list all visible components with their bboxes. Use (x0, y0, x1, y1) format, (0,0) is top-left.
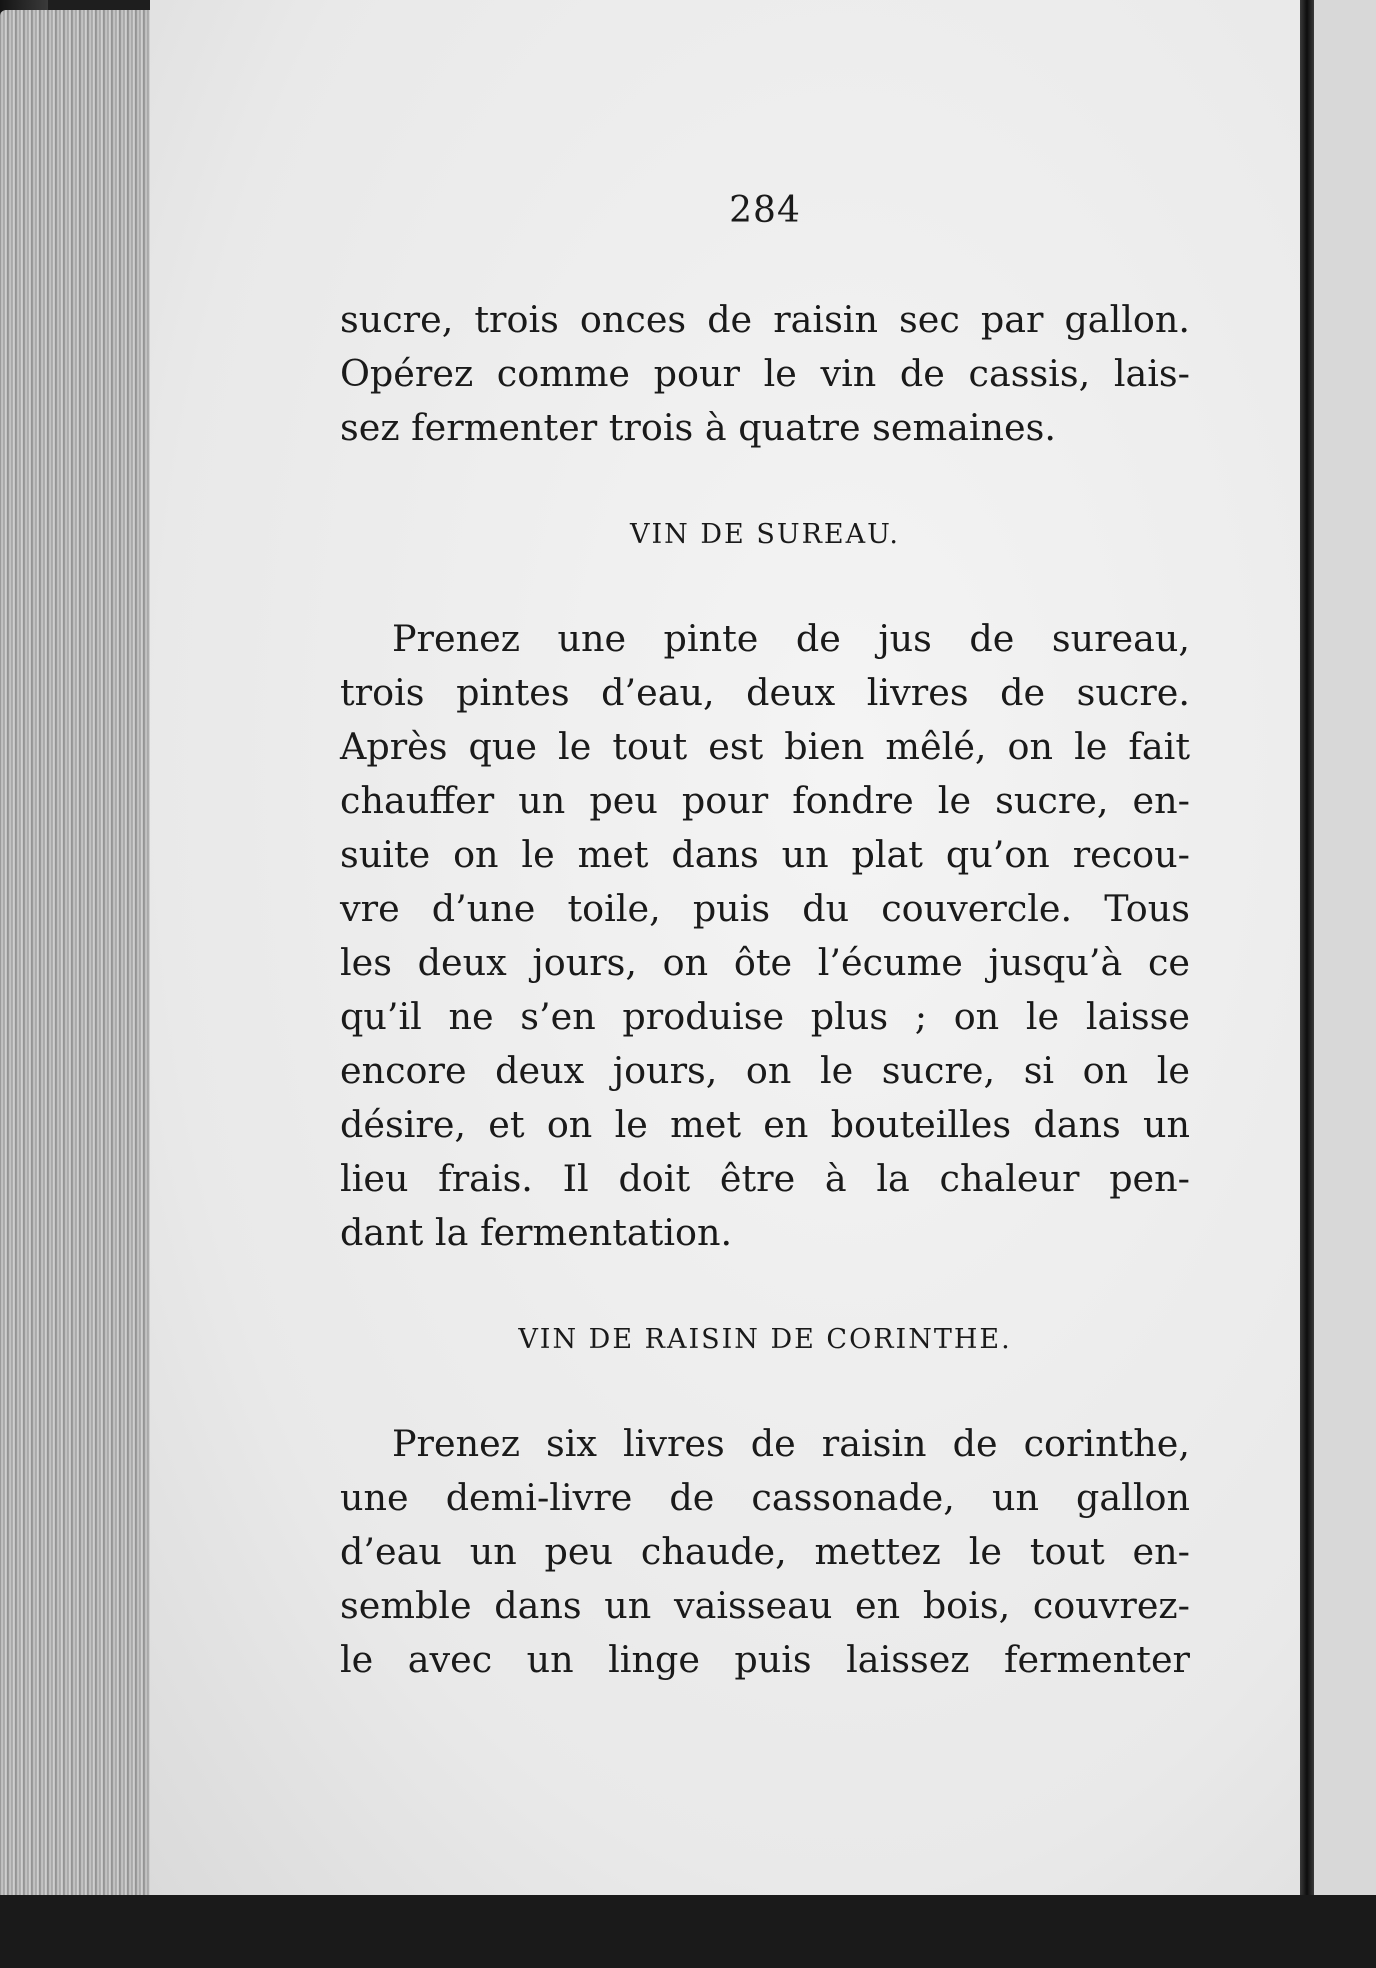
text-line: Après que le tout est bien mêlé, on le fait (340, 725, 1190, 768)
text-line: le avec un linge puis laissez fermenter (340, 1638, 1190, 1681)
text-line: dant la fermentation. (340, 1211, 733, 1254)
text-line: chauffer un peu pour fondre le sucre, en- (340, 779, 1190, 822)
text-line: Opérez comme pour le vin de cassis, lais- (340, 352, 1190, 395)
text-line: une demi-livre de cassonade, un gallon (340, 1476, 1190, 1519)
text-line: d’eau un peu chaude, mettez le tout en- (340, 1530, 1190, 1573)
text-line: suite on le met dans un plat qu’on recou- (340, 833, 1190, 876)
paragraph-vin-de-sureau (340, 612, 1190, 1260)
book-page-edges (0, 10, 160, 1930)
text-line: les deux jours, on ôte l’écume jusqu’à ce (340, 941, 1190, 984)
text-line: qu’il ne s’en produise plus ; on le laisse (340, 995, 1190, 1038)
section-heading-vin-de-raisin-de-corinthe: VIN DE RAISIN DE CORINTHE. (518, 1324, 1012, 1355)
text-line: lieu frais. Il doit être à la chaleur pen- (340, 1157, 1190, 1200)
text-line: trois pintes d’eau, deux livres de sucre. (340, 671, 1190, 714)
text-line: semble dans un vaisseau en bois, couvrez- (340, 1584, 1190, 1627)
text-line: Prenez six livres de raisin de corinthe, (392, 1422, 1190, 1465)
page-number: 284 (729, 190, 801, 231)
text-line: vre d’une toile, puis du couvercle. Tous (340, 887, 1190, 930)
page-text (340, 190, 1190, 1687)
text-line: encore deux jours, on le sucre, si on le (340, 1049, 1190, 1092)
section-heading-vin-de-sureau: VIN DE SUREAU. (630, 519, 900, 550)
text-line: Prenez une pinte de jus de sureau, (392, 617, 1190, 660)
continuation-paragraph (340, 293, 1190, 455)
scan-bottom-margin (0, 1895, 1376, 1968)
text-line: sez fermenter trois à quatre semaines. (340, 406, 1056, 449)
facing-page-edge (1314, 0, 1376, 1968)
text-line: désire, et on le met en bouteilles dans un (340, 1103, 1190, 1146)
book-gutter (1300, 0, 1314, 1968)
paragraph-vin-de-raisin-de-corinthe (340, 1417, 1190, 1687)
text-line: sucre, trois onces de raisin sec par gallon. (340, 298, 1190, 341)
